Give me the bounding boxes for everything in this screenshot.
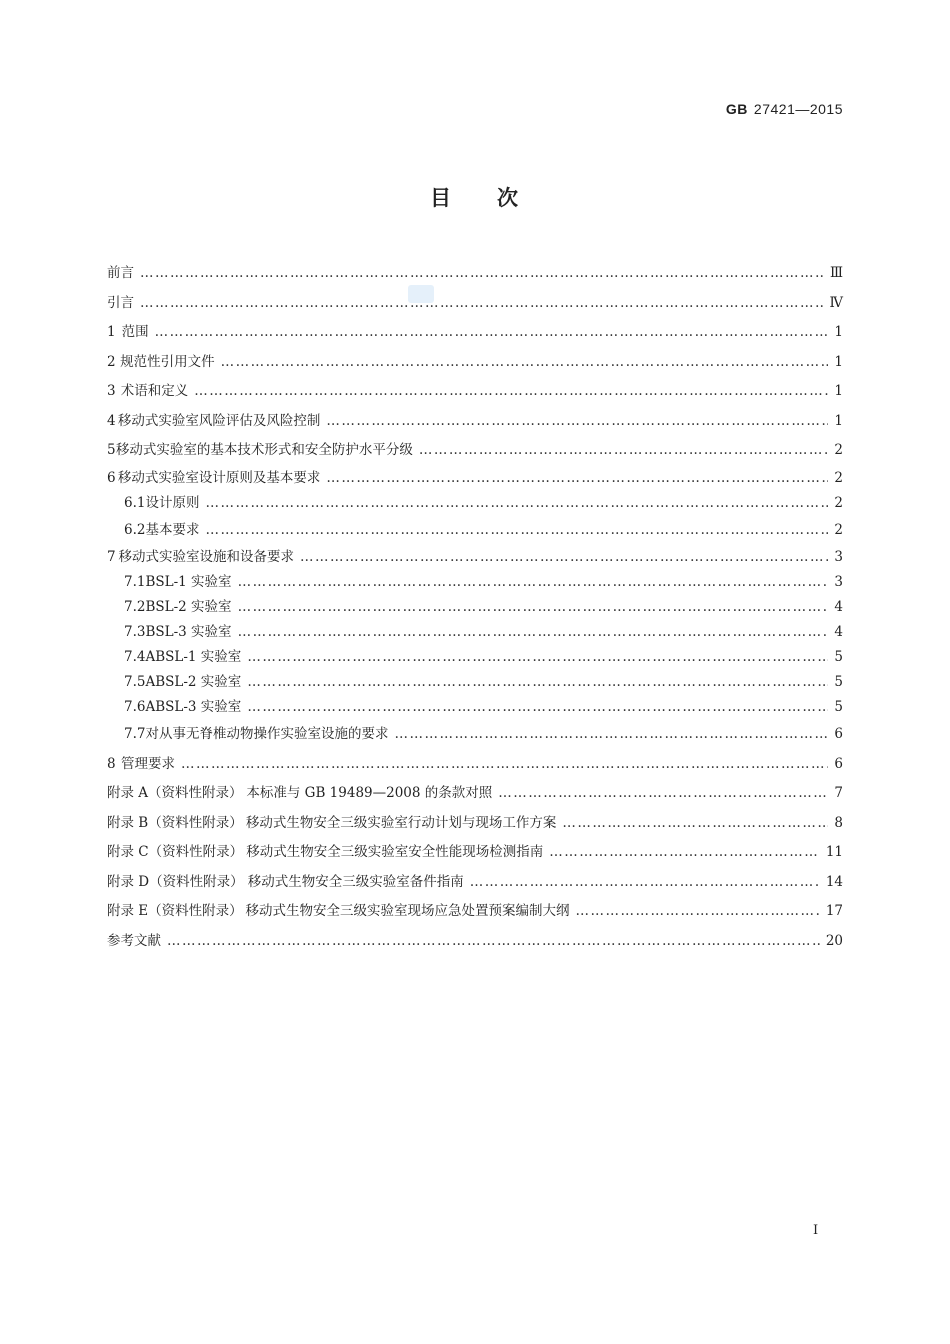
- toc-entry[interactable]: [107, 779, 843, 809]
- toc-entry[interactable]: [107, 348, 843, 378]
- toc-entry-page: 4: [834, 599, 843, 615]
- toc-entry-number: 2: [107, 353, 116, 370]
- toc-entry-number: 3: [107, 383, 116, 399]
- toc-entry-number: 附录 B（资料性附录）: [107, 814, 243, 831]
- toc-leader-dots: [247, 695, 828, 720]
- toc-entry[interactable]: [107, 720, 843, 750]
- toc-entry-page: 20: [825, 932, 843, 949]
- toc-entry-label: 移动式实验室的基本技术形式和安全防护水平分级: [115, 442, 413, 458]
- toc-entry-page: 1: [834, 383, 843, 399]
- toc-entry[interactable]: [107, 318, 843, 348]
- toc-entry-number: 7.2: [124, 599, 146, 615]
- toc-leader-dots: [238, 595, 829, 620]
- toc-entry[interactable]: [107, 809, 843, 839]
- toc-leader-dots: [394, 720, 828, 750]
- toc-entry-page: 5: [834, 699, 843, 715]
- toc-entry-page: 1: [834, 412, 843, 429]
- toc-entry-number: 7.3: [124, 624, 146, 640]
- toc-leader-dots: [419, 436, 829, 466]
- toc-entry-page: 2: [834, 442, 843, 458]
- toc-entry-number: 5: [107, 442, 116, 458]
- toc-entry[interactable]: [107, 645, 843, 670]
- toc-entry-number: 附录 A（资料性附录）: [107, 785, 243, 801]
- toc-entry-label: 前言: [107, 265, 134, 281]
- page-number: Ⅰ: [813, 1223, 819, 1238]
- toc-entry-page: 2: [834, 521, 843, 538]
- toc-entry[interactable]: [107, 868, 843, 898]
- toc-leader-dots: [238, 570, 829, 595]
- toc-entry-page: 3: [834, 574, 843, 590]
- toc-entry-label: 移动式生物安全三级实验室现场应急处置预案编制大纲: [245, 903, 570, 919]
- toc-leader-dots: [167, 927, 820, 957]
- toc-entry[interactable]: [107, 289, 843, 319]
- toc-entry-number: 6.1: [124, 494, 146, 511]
- toc-leader-dots: [470, 868, 820, 898]
- toc-entry-label: 管理要求: [121, 755, 176, 772]
- standard-code: [726, 101, 843, 117]
- toc-entry-page: 3: [834, 549, 843, 565]
- toc-entry-page: 6: [834, 726, 843, 742]
- toc-entry-label: 移动式生物安全三级实验室安全性能现场检测指南: [246, 844, 544, 860]
- standard-number: 27421—2015: [753, 101, 843, 117]
- toc-entry-label: 移动式实验室设施和设备要求: [118, 549, 294, 565]
- toc-entry-label: 移动式实验室设计原则及基本要求: [117, 469, 321, 486]
- toc-entry-label: 本标准与 GB 19489—2008 的条款对照: [246, 785, 493, 801]
- toc-leader-dots: [238, 620, 829, 645]
- standard-prefix: GB: [725, 101, 748, 117]
- toc-leader-dots: [140, 289, 824, 319]
- toc-entry[interactable]: [107, 670, 843, 695]
- toc-leader-dots: [205, 516, 828, 546]
- toc-entry[interactable]: [107, 927, 843, 957]
- toc-entry-number: 6.2: [124, 521, 146, 538]
- title-char-2: 次: [497, 186, 520, 210]
- toc-entry[interactable]: [107, 436, 843, 466]
- toc-entry[interactable]: [107, 545, 843, 570]
- toc-entry-number: 7.1: [124, 574, 146, 590]
- toc-entry-page: 8: [834, 814, 843, 831]
- toc-entry-label: 引言: [107, 294, 134, 311]
- toc-entry-label: 参考文献: [107, 932, 161, 949]
- toc-entry-number: 附录 C（资料性附录）: [107, 844, 244, 860]
- toc-entry[interactable]: [107, 516, 843, 546]
- toc-entry[interactable]: [107, 259, 843, 289]
- toc-entry-number: 附录 D（资料性附录）: [107, 873, 244, 890]
- toc-entry-label: 规范性引用文件: [120, 353, 215, 370]
- page-title: [0, 182, 950, 212]
- toc-leader-dots: [181, 750, 828, 780]
- toc-entry-page: 1: [834, 324, 843, 340]
- toc-entry-label: 对从事无脊椎动物操作实验室设施的要求: [145, 726, 389, 742]
- toc-leader-dots: [247, 645, 828, 670]
- toc-entry[interactable]: [107, 620, 843, 645]
- toc-entry[interactable]: [107, 466, 843, 491]
- toc-entry-page: 5: [834, 674, 843, 690]
- toc-leader-dots: [247, 670, 828, 695]
- toc-entry-label: 范围: [121, 324, 149, 340]
- toc-entry-label: ABSL-1 实验室: [145, 649, 242, 665]
- toc-entry-label: 术语和定义: [120, 383, 189, 399]
- toc-entry-label: BSL-3 实验室: [145, 624, 232, 640]
- toc-leader-dots: [205, 491, 828, 516]
- toc-leader-dots: [221, 348, 829, 378]
- toc-entry-number: 7.5: [124, 674, 146, 690]
- title-char-1: 目: [430, 186, 453, 210]
- toc-entry-number: 6: [107, 469, 116, 486]
- toc-leader-dots: [326, 466, 828, 491]
- toc-entry[interactable]: [107, 750, 843, 780]
- toc-leader-dots: [576, 897, 820, 927]
- toc-entry-page: 4: [834, 624, 843, 640]
- toc-entry[interactable]: [107, 491, 843, 516]
- toc-leader-dots: [140, 259, 824, 289]
- toc-entry-page: 2: [834, 494, 843, 511]
- toc-entry[interactable]: [107, 377, 843, 407]
- toc-entry[interactable]: [107, 595, 843, 620]
- toc-entry[interactable]: [107, 695, 843, 720]
- toc-entry-number: 附录 E（资料性附录）: [107, 903, 243, 919]
- toc-entry-page: Ⅳ: [829, 294, 843, 311]
- toc-entry-label: BSL-2 实验室: [145, 599, 232, 615]
- toc-entry[interactable]: [107, 897, 843, 927]
- toc-leader-dots: [300, 545, 828, 570]
- toc-entry-number: 1: [107, 324, 116, 340]
- toc-entry-number: 7.7: [124, 726, 146, 742]
- toc-entry-number: 7: [107, 549, 116, 565]
- table-of-contents: [107, 259, 843, 956]
- toc-leader-dots: [194, 377, 828, 407]
- toc-entry-label: 移动式生物安全三级实验室备件指南: [247, 873, 464, 890]
- toc-entry-label: 设计原则: [145, 494, 200, 511]
- toc-entry-page: 6: [834, 755, 843, 772]
- toc-entry-page: 1: [834, 353, 843, 370]
- toc-leader-dots: [155, 318, 829, 348]
- toc-entry[interactable]: [107, 407, 843, 437]
- toc-entry-label: 移动式实验室风险评估及风险控制: [117, 412, 321, 429]
- toc-entry-page: 14: [825, 873, 843, 890]
- toc-entry-label: 移动式生物安全三级实验室行动计划与现场工作方案: [245, 814, 557, 831]
- toc-entry-page: 5: [834, 649, 843, 665]
- toc-entry[interactable]: [107, 838, 843, 868]
- toc-entry-label: 基本要求: [145, 521, 200, 538]
- toc-entry-label: ABSL-2 实验室: [145, 674, 242, 690]
- toc-entry[interactable]: [107, 570, 843, 595]
- toc-entry-number: 7.4: [124, 649, 146, 665]
- toc-entry-page: 7: [834, 785, 843, 801]
- toc-entry-page: 17: [825, 903, 843, 919]
- toc-leader-dots: [498, 779, 828, 809]
- toc-entry-page: 11: [825, 844, 843, 860]
- toc-leader-dots: [326, 407, 828, 437]
- toc-leader-dots: [562, 809, 828, 839]
- toc-entry-label: BSL-1 实验室: [145, 574, 232, 590]
- toc-entry-page: 2: [834, 469, 843, 486]
- toc-entry-number: 7.6: [124, 699, 146, 715]
- toc-entry-page: Ⅲ: [829, 265, 843, 281]
- toc-entry-number: 8: [107, 755, 116, 772]
- toc-entry-label: ABSL-3 实验室: [145, 699, 242, 715]
- toc-entry-number: 4: [107, 412, 116, 429]
- toc-leader-dots: [549, 838, 820, 868]
